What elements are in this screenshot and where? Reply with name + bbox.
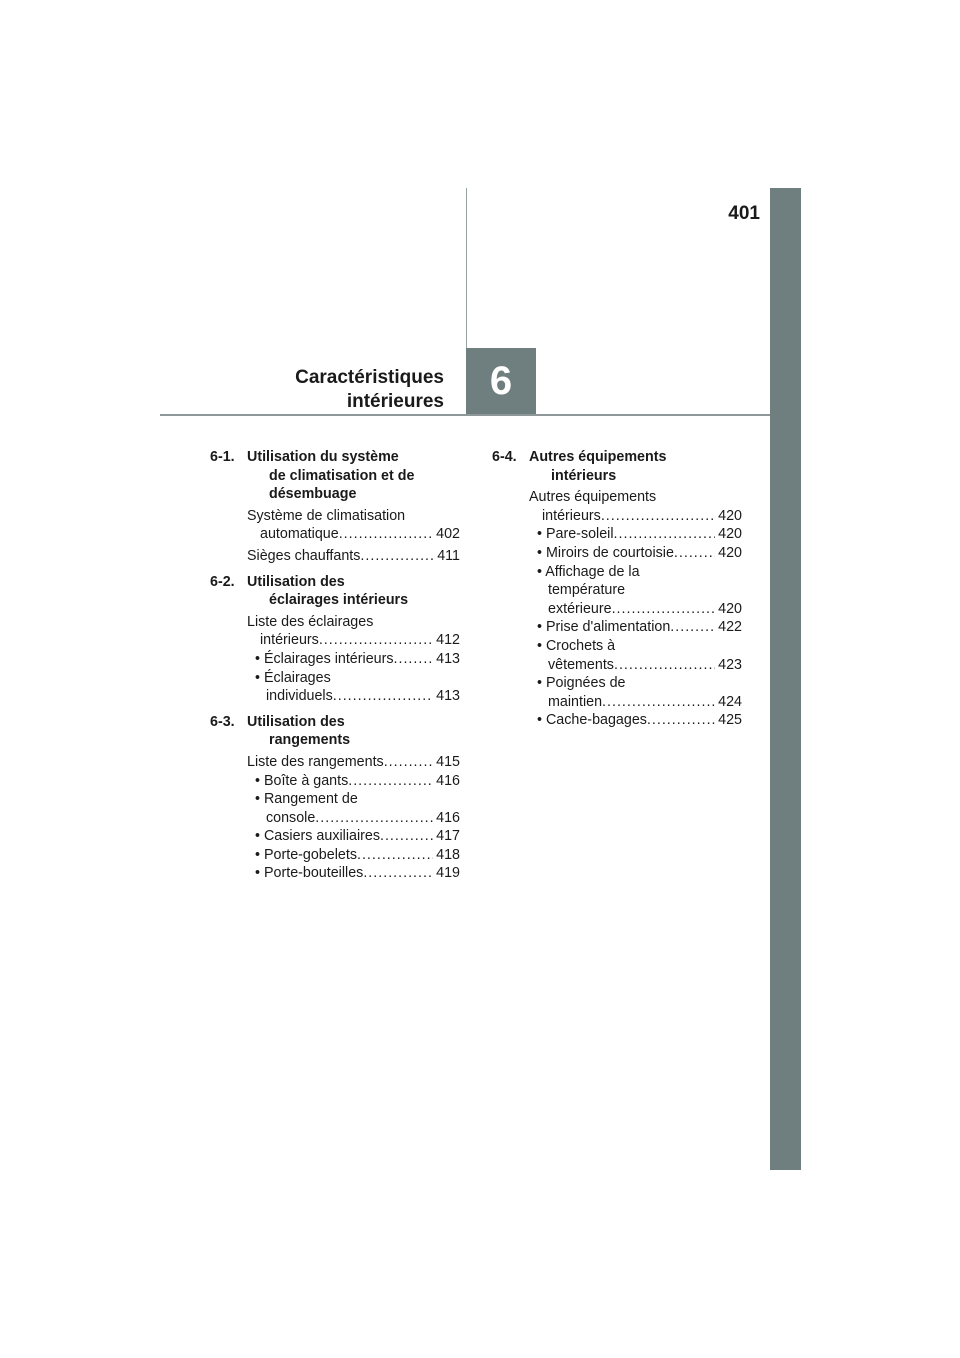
section-title-line: Utilisation du système <box>247 449 399 465</box>
page-ref: 423 <box>718 656 742 673</box>
toc-subentry[interactable] <box>247 846 460 865</box>
toc-entry[interactable] <box>247 753 460 883</box>
subentry-text: console <box>266 809 316 826</box>
section-title-line: Utilisation des <box>247 713 345 730</box>
header-rule <box>160 414 770 416</box>
section-title-line: Utilisation des <box>247 573 345 590</box>
subentry-text: extérieure <box>548 600 612 617</box>
subentry-text: • Affichage de la <box>537 563 640 580</box>
page-ref: 402 <box>436 526 460 543</box>
toc-entry[interactable] <box>247 613 460 706</box>
section-title-line: rangements <box>269 732 351 749</box>
subentry-text: • Crochets à <box>537 637 616 654</box>
chapter-title-line1: Caractéristiques <box>295 367 444 388</box>
entry-text: Liste des éclairages <box>247 613 374 630</box>
page-ref: 417 <box>436 828 460 845</box>
toc-section <box>492 448 742 730</box>
subentry-text: • Casiers auxiliaires <box>255 828 380 845</box>
chapter-title-line2: intérieures <box>346 391 444 412</box>
toc-column-left <box>210 448 460 890</box>
subentry-text: • Éclairages <box>255 669 331 686</box>
chapter-side-tab <box>770 188 801 1170</box>
entry-text: Sièges chauffants <box>247 547 361 564</box>
section-number: 6-1. <box>210 449 235 465</box>
subentry-text: • Miroirs de courtoisie <box>537 544 674 561</box>
section-title-line: intérieurs <box>551 467 617 484</box>
subentry-text: • Pare-soleil <box>537 526 614 543</box>
page-ref: 418 <box>436 846 460 863</box>
section-heading[interactable] <box>210 573 460 610</box>
toc-subentry[interactable] <box>529 563 742 619</box>
toc-entry[interactable] <box>247 507 460 544</box>
subentry-text: • Porte-bouteilles <box>255 865 364 882</box>
entry-text: intérieurs <box>260 632 319 649</box>
toc-subentry[interactable] <box>529 637 742 674</box>
entry-text: automatique <box>260 526 339 543</box>
page-ref: 420 <box>718 526 742 543</box>
subentry-text: • Porte-gobelets <box>255 846 357 863</box>
toc-section <box>210 713 460 883</box>
toc-subentry[interactable] <box>247 650 460 669</box>
subentry-text: maintien <box>548 693 603 710</box>
chapter-title <box>295 366 444 414</box>
page-ref: 416 <box>436 809 460 826</box>
toc-subentry[interactable] <box>529 711 742 730</box>
toc-subentry[interactable] <box>529 674 742 711</box>
section-heading[interactable] <box>210 713 460 750</box>
subentry-text: • Cache-bagages <box>537 712 647 729</box>
section-number: 6-2. <box>210 573 235 590</box>
section-title <box>247 448 460 504</box>
section-title <box>247 713 460 750</box>
toc-column-right <box>492 448 742 737</box>
subentry-text: vêtements <box>548 656 614 673</box>
section-title <box>529 448 742 485</box>
entry-text: intérieurs <box>542 507 601 524</box>
subentry-text: • Rangement de <box>255 791 358 808</box>
toc-entry[interactable] <box>529 488 742 730</box>
chapter-number: 6 <box>489 359 513 403</box>
page-ref: 422 <box>718 619 742 636</box>
toc-subentry[interactable] <box>247 864 460 883</box>
entry-text: Système de climatisation <box>247 507 406 524</box>
section-title-line: Autres équipements <box>529 449 667 465</box>
toc-subentry[interactable] <box>529 618 742 637</box>
subentry-text: • Boîte à gants <box>255 772 349 789</box>
section-heading[interactable] <box>492 448 742 485</box>
page-ref: 412 <box>436 632 460 649</box>
page-ref: 420 <box>718 600 742 617</box>
toc-subentry[interactable] <box>529 525 742 544</box>
subentry-text: individuels <box>266 688 333 705</box>
section-title-line: de climatisation et de <box>269 467 415 484</box>
entry-text: Autres équipements <box>529 489 657 506</box>
page-ref: 420 <box>718 544 742 561</box>
section-title <box>247 573 460 610</box>
section-title-line: désembuage <box>269 486 357 503</box>
toc-section <box>210 448 460 566</box>
toc-subentry[interactable] <box>247 772 460 791</box>
page-ref: 424 <box>718 693 742 710</box>
chapter-number-box <box>466 348 536 415</box>
toc-subentry[interactable] <box>529 544 742 563</box>
page-ref: 419 <box>436 865 460 882</box>
toc-subentry[interactable] <box>247 669 460 706</box>
page-ref: 413 <box>436 650 460 667</box>
vertical-divider <box>466 188 467 348</box>
page-ref: 415 <box>436 753 460 770</box>
page-number: 401 <box>728 203 760 224</box>
page-ref: 413 <box>436 688 460 705</box>
subentry-text: • Prise d'alimentation <box>537 619 671 636</box>
toc-section <box>210 573 460 706</box>
subentry-text: • Éclairages intérieurs <box>255 650 394 667</box>
section-number: 6-3. <box>210 713 235 730</box>
subentry-text: • Poignées de <box>537 675 626 692</box>
page-ref: 416 <box>436 772 460 789</box>
page-ref: 420 <box>718 507 742 524</box>
entry-text: Liste des rangements <box>247 753 384 770</box>
toc-entry[interactable] <box>247 547 460 566</box>
section-number: 6-4. <box>492 449 517 465</box>
page-ref: 425 <box>718 712 742 729</box>
section-title-line: éclairages intérieurs <box>269 592 409 609</box>
section-heading[interactable] <box>210 448 460 504</box>
toc-subentry[interactable] <box>247 790 460 827</box>
toc-subentry[interactable] <box>247 827 460 846</box>
subentry-text: température <box>548 582 626 599</box>
page-ref: 411 <box>437 547 460 564</box>
